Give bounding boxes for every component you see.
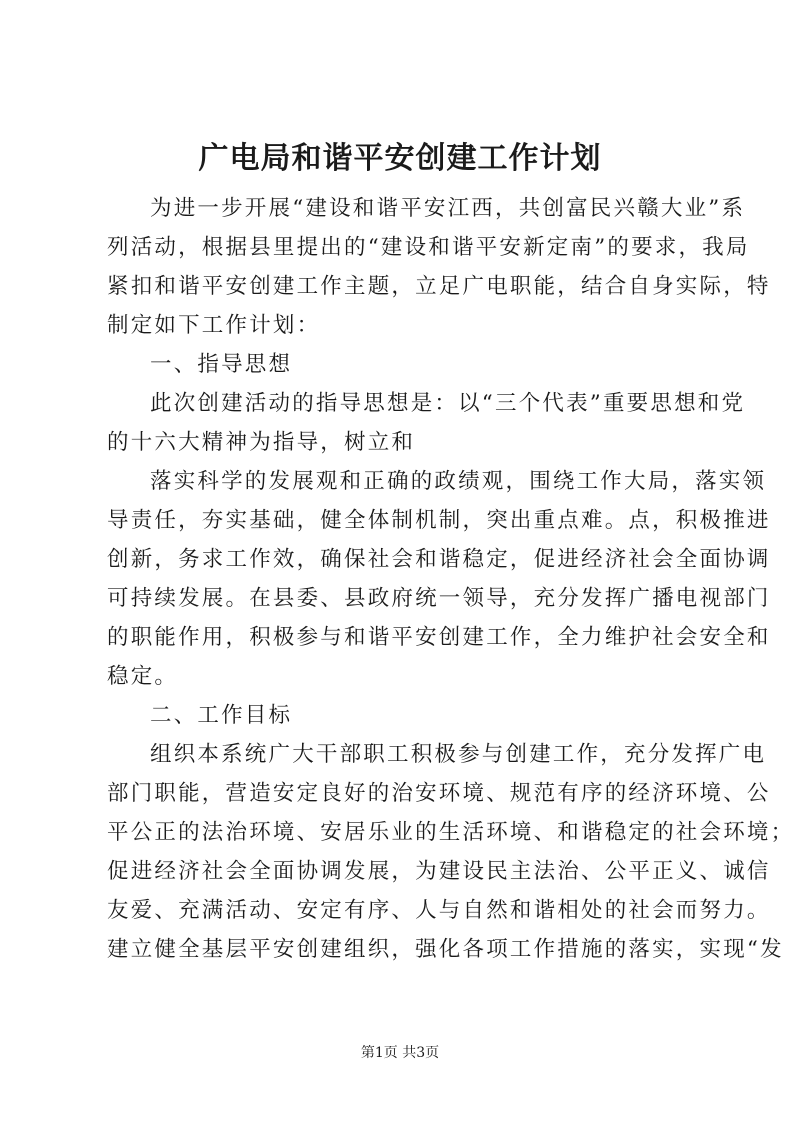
paragraph-line: 稳定。 [107,664,179,689]
paragraph-line: 此次创建活动的指导思想是：以“三个代表”重要思想和党 [150,391,746,416]
paragraph-line: 紧扣和谐平安创建工作主题，立足广电职能，结合自身实际，特 [107,274,771,299]
paragraph-line: 落实科学的发展观和正确的政绩观，围绕工作大局，落实领 [150,469,767,494]
paragraph-line: 友爱、充满活动、安定有序、人与自然和谐相处的社会而努力。 [107,898,771,923]
paragraph-line: 促进经济社会全面协调发展，为建设民主法治、公平正义、诚信 [107,859,771,884]
paragraph-line: 的十六大精神为指导，树立和 [107,430,416,455]
paragraph-line: 的职能作用，积极参与和谐平安创建工作，全力维护社会安全和 [107,625,771,650]
document-title: 广电局和谐平安创建工作计划 [198,141,602,176]
paragraph-line: 平公正的法治环境、安居乐业的生活环境、和谐稳定的社会环境； [107,820,795,845]
section-heading: 二、工作目标 [150,703,293,728]
section-heading: 一、指导思想 [150,352,293,377]
paragraph-line: 部门职能，营造安定良好的治安环境、规范有序的经济环境、公 [107,781,771,806]
paragraph-line: 制定如下工作计划： [107,313,321,338]
paragraph-line: 建立健全基层平安创建组织，强化各项工作措施的落实，实现“发 [107,937,784,962]
page-footer: 第1页 共3页 [360,1045,440,1061]
paragraph-line: 组织本系统广大干部职工积极参与创建工作，充分发挥广电 [150,742,767,767]
paragraph-line: 为进一步开展“建设和谐平安江西，共创富民兴赣大业”系 [150,196,746,221]
paragraph-line: 可持续发展。在县委、县政府统一领导，充分发挥广播电视部门 [107,586,771,611]
paragraph-line: 创新，务求工作效，确保社会和谐稳定，促进经济社会全面协调 [107,547,771,572]
paragraph-line: 导责任，夯实基础，健全体制机制，突出重点难。点，积极推进 [107,508,771,533]
paragraph-line: 列活动，根据县里提出的“建设和谐平安新定南”的要求，我局 [107,235,750,260]
